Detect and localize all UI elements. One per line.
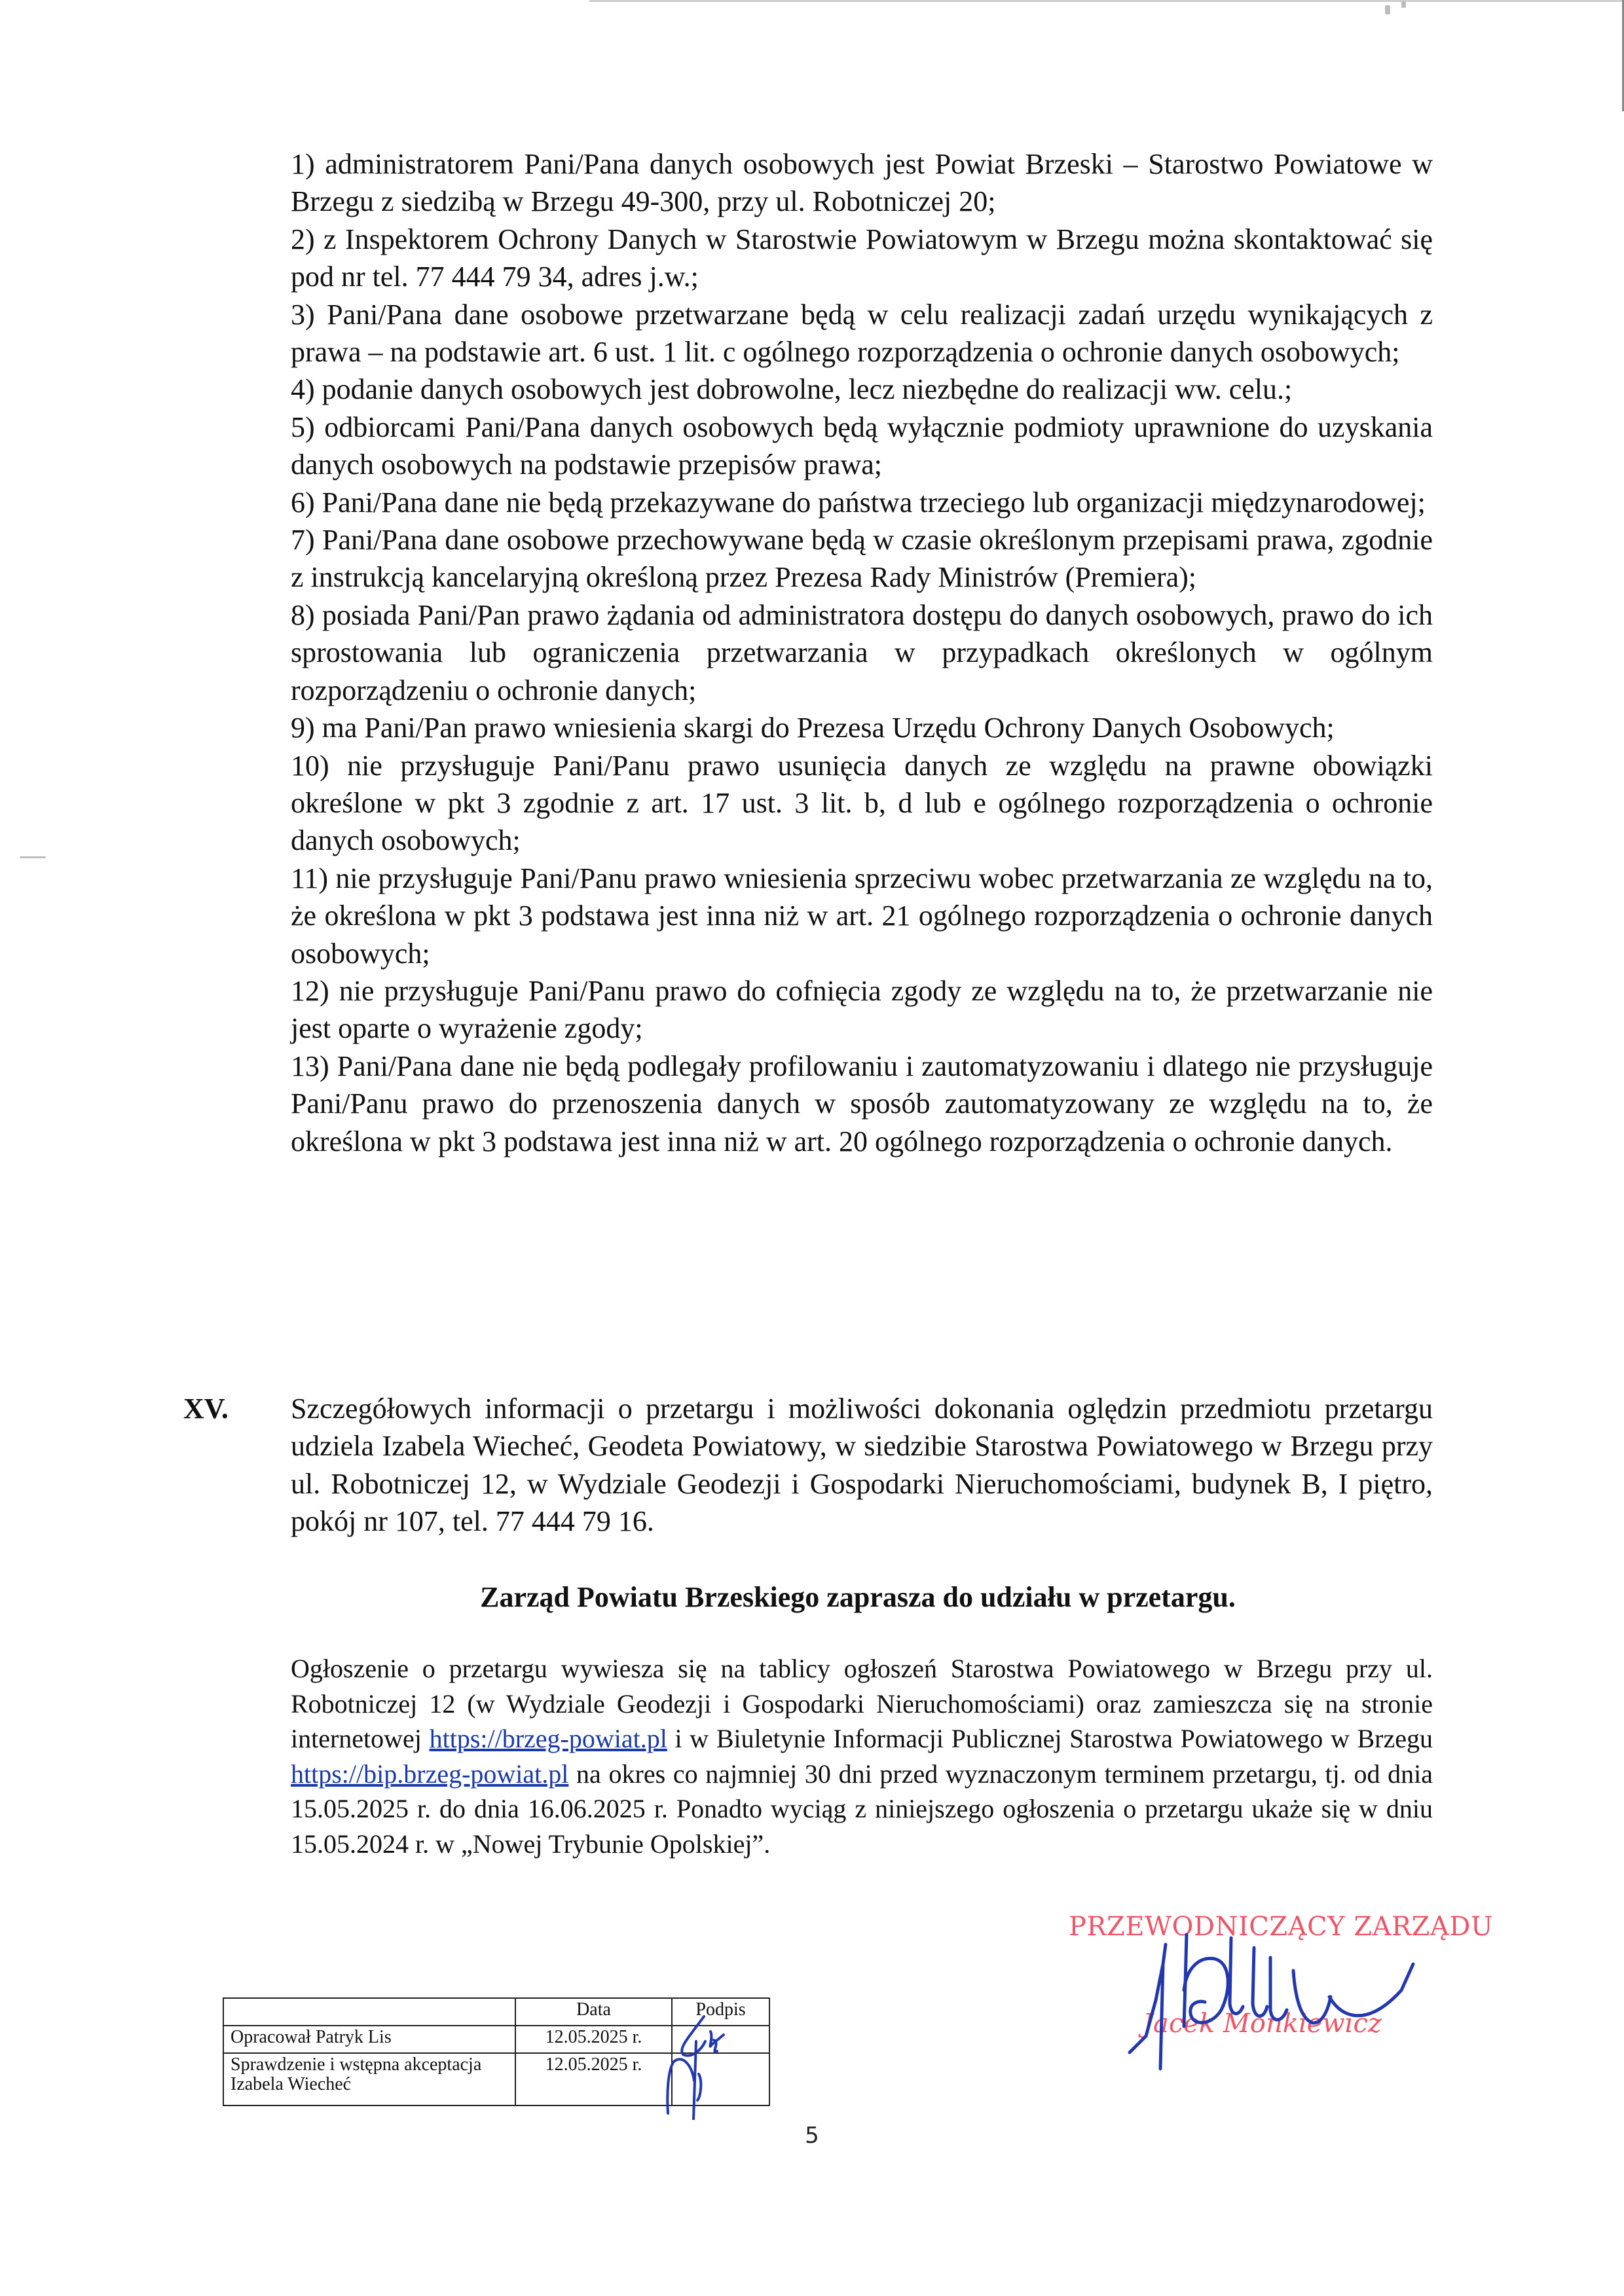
privacy-clause: 12) nie przysługuje Pani/Panu prawo do cofnięcia zgody ze względu na to, że przetwarzanie nie jest oparte o wyrażenie zgody; [291, 974, 1433, 1045]
notice-text: i w Biuletynie Informacji Publicznej Starostwa Powiatowego w Brzegu [667, 1724, 1433, 1753]
privacy-clause: 1) administratorem Pani/Pana danych osobowych jest Powiat Brzeski – Starostwo Powiatowe w Brzegu z siedzibą w Brzegu 49-300, przy ul. Robotniczej 20; [291, 148, 1433, 218]
privacy-clause: 8) posiada Pani/Pan prawo żądania od administratora dostępu do danych osobowych, prawo do ich sprostowania lub ograniczenia przetwarzania w przypadkach określonych w ogólnym rozporządzeniu o ochronie danych; [291, 598, 1433, 706]
section-text: Szczegółowych informacji o przetargu i możliwości dokonania oględzin przedmiotu przetargu udziela Izabela Wiecheć, Geodeta Powiatowy, w siedzibie Starostwa Powiatowego w Brzegu przy ul. Robotniczej 12, w Wydziale Geodezji i Gospodarki Nieruchomościami, budynek B, I piętro, pokój nr 107, tel. 77 444 79 16. [291, 1393, 1433, 1538]
privacy-clause: 4) podanie danych osobowych jest dobrowolne, lecz niezbędne do realizacji ww. celu.; [291, 373, 1293, 406]
privacy-clause: 10) nie przysługuje Pani/Panu prawo usunięcia danych ze względu na prawne obowiązki określone w pkt 3 zgodnie z art. 17 ust. 3 lit. b, d lub e ogólnego rozporządzenia o ochronie danych osobowych; [291, 749, 1433, 857]
stamp-title: PRZEWODNICZĄCY ZARZĄDU [1069, 1912, 1494, 1942]
privacy-clause: 6) Pani/Pana dane nie będą przekazywane do państwa trzeciego lub organizacji międzynarodowej; [291, 486, 1426, 519]
privacy-clause: 13) Pani/Pana dane nie będą podlegały profilowaniu i zautomatyzowaniu i dlatego nie przysługuje Pani/Panu prawo do przenoszenia danych w sposób zautomatyzowany ze względu na to, że określona w pkt 3 podstawa jest inna niż w art. 20 ogólnego rozporządzenia o ochronie danych. [291, 1049, 1433, 1157]
table-header-cell: Data [515, 1998, 672, 2026]
initials-signature-icon [665, 2015, 743, 2120]
table-cell: Sprawdzenie i wstępna akceptacja Izabela Wiecheć [223, 2053, 515, 2105]
table-cell: 12.05.2025 r. [515, 2026, 672, 2053]
bip-link[interactable]: https://bip.brzeg-powiat.pl [291, 1758, 569, 1789]
privacy-clause: 7) Pani/Pana dane osobowe przechowywane będą w czasie określonym przepisami prawa, zgodnie z instrukcją kancelaryjną określoną przez Prezesa Rady Ministrów (Premiera); [291, 524, 1433, 594]
section-xv [183, 1390, 1433, 1569]
notice-text: Ogłoszenie o przetargu wywiesza się na tablicy ogłoszeń Starostwa Powiatowego w Brzegu przy ul. Robotniczej 12 (w Wydziale Geodezji i Gospodarki Nieruchomościami) oraz zamieszcza się na stronie internetowej [291, 1654, 1433, 1753]
privacy-clause: 11) nie przysługuje Pani/Panu prawo wniesienia sprzeciwu wobec przetwarzania ze względu na to, że określona w pkt 3 podstawa jest inna niż w art. 21 ogólnego rozporządzenia o ochronie danych osobowych; [291, 862, 1433, 970]
scan-artifact [1385, 5, 1390, 14]
privacy-clause: 5) odbiorcami Pani/Pana danych osobowych będą wyłącznie podmioty uprawnione do uzyskania danych osobowych na podstawie przepisów prawa; [291, 410, 1433, 481]
invitation-text: Zarząd Powiatu Brzeskiego zaprasza do udziału w przetargu. [480, 1581, 1236, 1613]
table-cell: Opracował Patryk Lis [223, 2026, 515, 2053]
publication-notice [291, 1651, 1433, 1861]
invitation-heading [0, 1580, 1624, 1614]
section-number: XV. [183, 1393, 229, 1425]
privacy-clauses-list [291, 145, 1433, 1160]
table-header-cell: Podpis [672, 1998, 769, 2026]
handwritten-signature-icon [1035, 1886, 1467, 2082]
website-link[interactable]: https://brzeg-powiat.pl [429, 1724, 667, 1753]
notice-text: na okres co najmniej 30 dni przed wyznaczonym terminem przetargu, tj. od dnia 15.05.2025 r. do dnia 16.06.2025 r. Ponadto wyciąg z niniejszego ogłoszenia o przetargu ukaże się w dniu 15.05.2024 r. w „Nowej Trybunie Opolskiej”. [291, 1758, 1433, 1859]
page-number: 5 [805, 2123, 819, 2149]
scan-artifact [1401, 1, 1406, 8]
table-header-cell [223, 1998, 515, 2026]
privacy-clause: 3) Pani/Pana dane osobowe przetwarzane będą w celu realizacji zadań urzędu wynikających z prawa – na podstawie art. 6 ust. 1 lit. c ogólnego rozporządzenia o ochronie danych osobowych; [291, 298, 1433, 369]
stamp-name: Jacek Monkiewicz [1143, 2009, 1382, 2039]
privacy-clause: 2) z Inspektorem Ochrony Danych w Starostwie Powiatowym w Brzegu można skontaktować się pod nr tel. 77 444 79 34, adres j.w.; [291, 223, 1433, 293]
chairman-stamp [1035, 1886, 1494, 2082]
scan-artifact [20, 856, 46, 858]
privacy-clause: 9) ma Pani/Pan prawo wniesienia skargi do Prezesa Urzędu Ochrony Danych Osobowych; [291, 712, 1335, 744]
scan-edge-top [589, 0, 1624, 2]
table-cell: 12.05.2025 r. [515, 2053, 672, 2105]
